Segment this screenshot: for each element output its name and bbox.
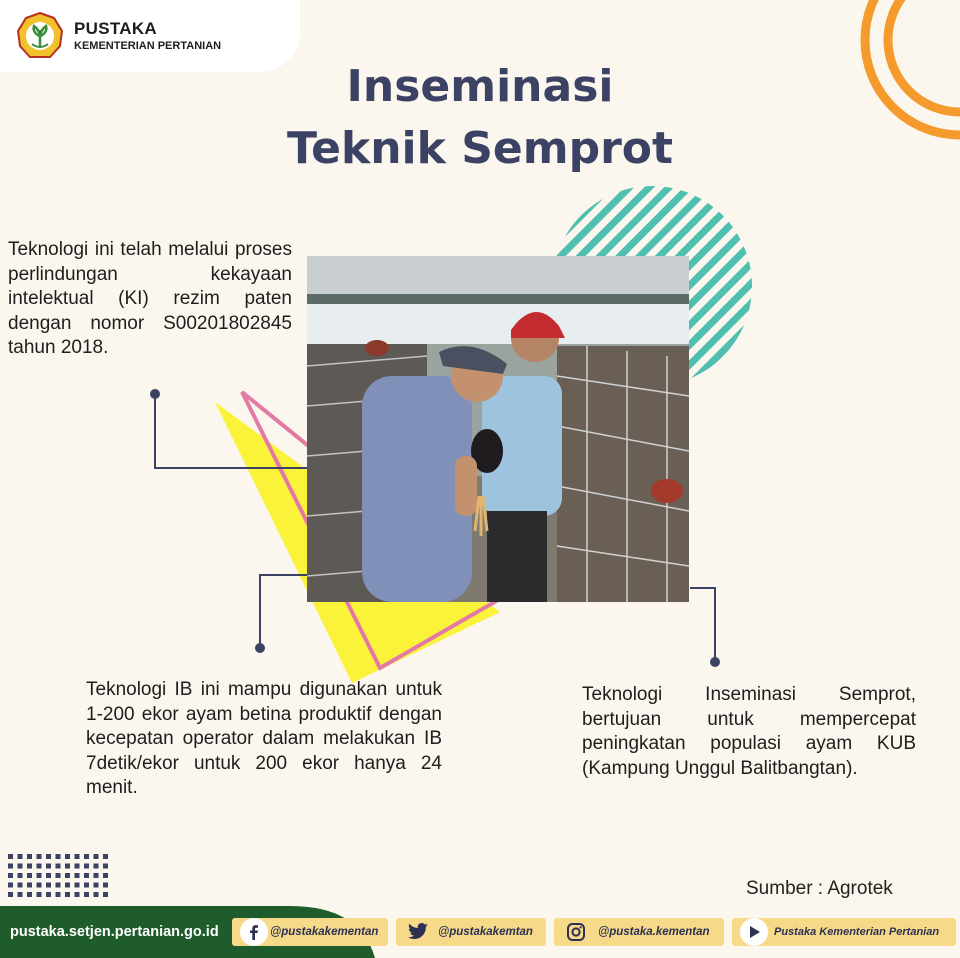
- grid-dot: [56, 873, 61, 878]
- grid-dot: [65, 892, 70, 897]
- connector-dot: [710, 657, 720, 667]
- grid-dot: [56, 892, 61, 897]
- grid-dot: [94, 873, 99, 878]
- grid-dot: [94, 883, 99, 888]
- grid-dot: [65, 873, 70, 878]
- grid-dot: [27, 864, 32, 869]
- grid-dot: [75, 892, 80, 897]
- grid-dot: [84, 864, 89, 869]
- connector-dot: [150, 389, 160, 399]
- patent-paragraph: Teknologi ini telah melalui proses perlindungan kekayaan intelektual (KI) rezim paten dengan nomor S00201802845 tahun 2018.: [8, 239, 292, 358]
- grid-dot: [37, 892, 42, 897]
- instagram-handle[interactable]: @pustaka.kementan: [598, 926, 710, 938]
- grid-dot: [18, 864, 23, 869]
- grid-dot: [8, 892, 13, 897]
- connector-dot: [255, 643, 265, 653]
- grid-dot: [75, 864, 80, 869]
- grid-dot: [27, 883, 32, 888]
- grid-dot: [94, 864, 99, 869]
- grid-dot: [27, 892, 32, 897]
- grid-dot: [46, 883, 51, 888]
- grid-dot: [18, 883, 23, 888]
- grid-dot: [94, 892, 99, 897]
- youtube-channel[interactable]: Pustaka Kementerian Pertanian: [774, 926, 940, 938]
- grid-dot: [84, 873, 89, 878]
- grid-dot: [18, 892, 23, 897]
- grid-dot: [27, 854, 32, 859]
- grid-dot: [103, 892, 108, 897]
- grid-dot: [8, 883, 13, 888]
- grid-dot: [84, 883, 89, 888]
- youtube-icon: [740, 918, 768, 946]
- grid-dot: [27, 873, 32, 878]
- grid-dot: [103, 883, 108, 888]
- grid-dot: [8, 864, 13, 869]
- grid-dot: [65, 854, 70, 859]
- grid-dot: [8, 854, 13, 859]
- grid-dot: [46, 854, 51, 859]
- grid-dot: [75, 883, 80, 888]
- facebook-icon: [240, 918, 268, 946]
- purpose-paragraph: Teknologi Inseminasi Semprot, bertujuan untuk mempercepat peningkatan populasi ayam KUB (Kampung Unggul Balitbangtan).: [582, 684, 916, 779]
- dot-grid-decor: [8, 854, 108, 897]
- grid-dot: [46, 892, 51, 897]
- instagram-icon: [562, 918, 590, 946]
- grid-dot: [65, 883, 70, 888]
- logo-subtitle: KEMENTERIAN PERTANIAN: [74, 40, 222, 52]
- facebook-handle[interactable]: @pustakakementan: [270, 926, 379, 938]
- grid-dot: [18, 854, 23, 859]
- grid-dot: [56, 864, 61, 869]
- chicken-coop-photo: [307, 256, 689, 602]
- grid-dot: [103, 854, 108, 859]
- grid-dot: [103, 864, 108, 869]
- page-title-line-1: Inseminasi: [346, 61, 614, 112]
- grid-dot: [37, 873, 42, 878]
- grid-dot: [18, 873, 23, 878]
- page-title-line-2: Teknik Semprot: [286, 123, 674, 174]
- twitter-handle[interactable]: @pustakakemtan: [438, 926, 533, 938]
- source-credit: Sumber : Agrotek: [746, 878, 893, 899]
- twitter-icon: [404, 918, 432, 946]
- grid-dot: [46, 873, 51, 878]
- grid-dot: [75, 873, 80, 878]
- grid-dot: [103, 873, 108, 878]
- orange-arcs-decor: [865, 0, 960, 135]
- website-link[interactable]: pustaka.setjen.pertanian.go.id: [10, 924, 219, 940]
- grid-dot: [75, 854, 80, 859]
- grid-dot: [84, 892, 89, 897]
- kementan-emblem-icon: [16, 12, 64, 60]
- grid-dot: [94, 854, 99, 859]
- grid-dot: [37, 883, 42, 888]
- grid-dot: [37, 864, 42, 869]
- grid-dot: [37, 854, 42, 859]
- grid-dot: [56, 883, 61, 888]
- grid-dot: [56, 854, 61, 859]
- grid-dot: [8, 873, 13, 878]
- grid-dot: [65, 864, 70, 869]
- grid-dot: [46, 864, 51, 869]
- logo-title: PUSTAKA: [74, 19, 158, 38]
- grid-dot: [84, 854, 89, 859]
- capacity-paragraph: Teknologi IB ini mampu digunakan untuk 1-200 ekor ayam betina produktif dengan kecepatan operator dalam melakukan IB 7detik/ekor untuk 200 ekor hanya 24 menit.: [86, 679, 442, 798]
